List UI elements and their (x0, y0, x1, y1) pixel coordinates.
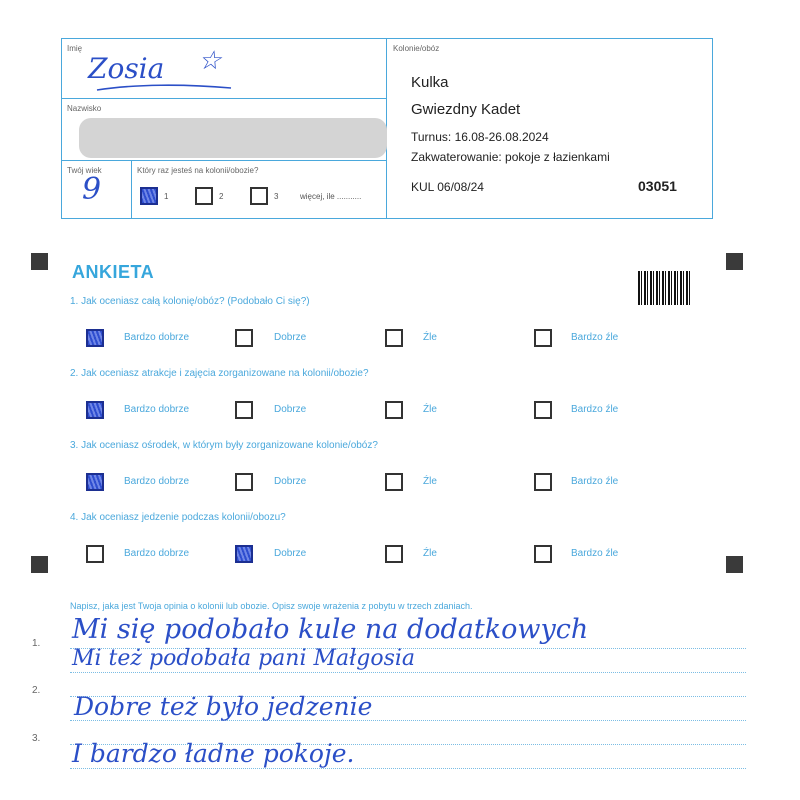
line-number-3: 3. (32, 733, 41, 744)
q4-checkbox-bardzo-zle[interactable] (534, 545, 552, 563)
registration-marker-bottom-right (726, 556, 743, 573)
registration-marker-top-right (726, 253, 743, 270)
age-label: Twój wiek (67, 166, 102, 175)
form-number: 03051 (638, 178, 677, 194)
camp-code: KUL 06/08/24 (411, 180, 484, 194)
barcode (638, 271, 692, 305)
first-name-value[interactable]: Zosia (88, 52, 165, 85)
line-number-1: 1. (32, 638, 41, 649)
q1-label-bardzo-zle: Bardzo źle (571, 332, 619, 343)
line-number-2: 2. (32, 685, 41, 696)
q2-label-dobrze: Dobrze (274, 404, 307, 415)
q2-label-zle: Źle (423, 404, 437, 415)
answer-line (70, 672, 746, 673)
times-option-more: więcej, ile ........... (300, 192, 362, 201)
q2-checkbox-bardzo-dobrze[interactable] (86, 401, 104, 419)
q3-label-bardzo-dobrze: Bardzo dobrze (124, 476, 190, 487)
q1-label-zle: Źle (423, 332, 437, 343)
handwritten-line-3[interactable]: Dobre też było jedzenie (74, 692, 373, 721)
question-1: 1. Jak oceniasz całą kolonię/obóz? (Podobało Ci się?) (70, 296, 310, 307)
handwritten-line-1[interactable]: Mi się podobało kule na dodatkowych (72, 614, 589, 645)
turnus-text: Turnus: 16.08-26.08.2024 (411, 130, 549, 144)
handwritten-line-4[interactable]: I bardzo ładne pokoje. (72, 739, 355, 768)
q1-checkbox-dobrze[interactable] (235, 329, 253, 347)
q1-label-bardzo-dobrze: Bardzo dobrze (124, 332, 190, 343)
survey-title: ANKIETA (72, 262, 155, 282)
q4-label-zle: Źle (423, 548, 437, 559)
camp-label: Kolonie/obóz (393, 44, 440, 53)
q2-checkbox-zle[interactable] (385, 401, 403, 419)
q3-checkbox-bardzo-zle[interactable] (534, 473, 552, 491)
q2-checkbox-dobrze[interactable] (235, 401, 253, 419)
last-name-label: Nazwisko (67, 104, 102, 113)
q1-checkbox-bardzo-zle[interactable] (534, 329, 552, 347)
q3-checkbox-dobrze[interactable] (235, 473, 253, 491)
age-value[interactable]: 9 (82, 172, 102, 207)
times-option-3: 3 (274, 192, 279, 201)
times-checkbox-2[interactable] (195, 187, 213, 205)
q4-checkbox-bardzo-dobrze[interactable] (86, 545, 104, 563)
registration-marker-top-left (31, 253, 48, 270)
q4-checkbox-dobrze[interactable] (235, 545, 253, 563)
question-4: 4. Jak oceniasz jedzenie podczas kolonii/obozu? (70, 512, 286, 523)
q3-label-zle: Źle (423, 476, 437, 487)
q1-checkbox-bardzo-dobrze[interactable] (86, 329, 104, 347)
q1-label-dobrze: Dobrze (274, 332, 307, 343)
camp-subtitle: Gwiezdny Kadet (411, 101, 521, 118)
opinion-prompt: Napisz, jaka jest Twoja opinia o kolonii lub obozie. Opisz swoje wrażenia z pobytu w trzech zdaniach. (70, 601, 473, 611)
q2-checkbox-bardzo-zle[interactable] (534, 401, 552, 419)
q4-label-dobrze: Dobrze (274, 548, 307, 559)
q1-checkbox-zle[interactable] (385, 329, 403, 347)
star-doodle-icon: ☆ (198, 46, 222, 76)
name-underline-doodle (95, 80, 235, 96)
redacted-last-name (79, 118, 387, 158)
q4-label-bardzo-zle: Bardzo źle (571, 548, 619, 559)
times-checkbox-1[interactable] (140, 187, 158, 205)
first-name-label: Imię (67, 44, 83, 53)
registration-marker-bottom-left (31, 556, 48, 573)
q4-checkbox-zle[interactable] (385, 545, 403, 563)
camp-name: Kulka (411, 74, 449, 91)
q3-checkbox-zle[interactable] (385, 473, 403, 491)
times-checkbox-3[interactable] (250, 187, 268, 205)
q3-label-dobrze: Dobrze (274, 476, 307, 487)
times-option-1: 1 (164, 192, 169, 201)
times-option-2: 2 (219, 192, 224, 201)
handwritten-line-2[interactable]: Mi też podobała pani Małgosia (72, 646, 416, 671)
answer-line (70, 768, 746, 769)
times-question-label: Który raz jesteś na kolonii/obozie? (137, 166, 259, 175)
q2-label-bardzo-dobrze: Bardzo dobrze (124, 404, 190, 415)
q3-label-bardzo-zle: Bardzo źle (571, 476, 619, 487)
q2-label-bardzo-zle: Bardzo źle (571, 404, 619, 415)
question-2: 2. Jak oceniasz atrakcje i zajęcia zorganizowane na kolonii/obozie? (70, 368, 369, 379)
q4-label-bardzo-dobrze: Bardzo dobrze (124, 548, 190, 559)
q3-checkbox-bardzo-dobrze[interactable] (86, 473, 104, 491)
question-3: 3. Jak oceniasz ośrodek, w którym były zorganizowane kolonie/obóz? (70, 440, 378, 451)
accommodation-text: Zakwaterowanie: pokoje z łazienkami (411, 150, 610, 164)
